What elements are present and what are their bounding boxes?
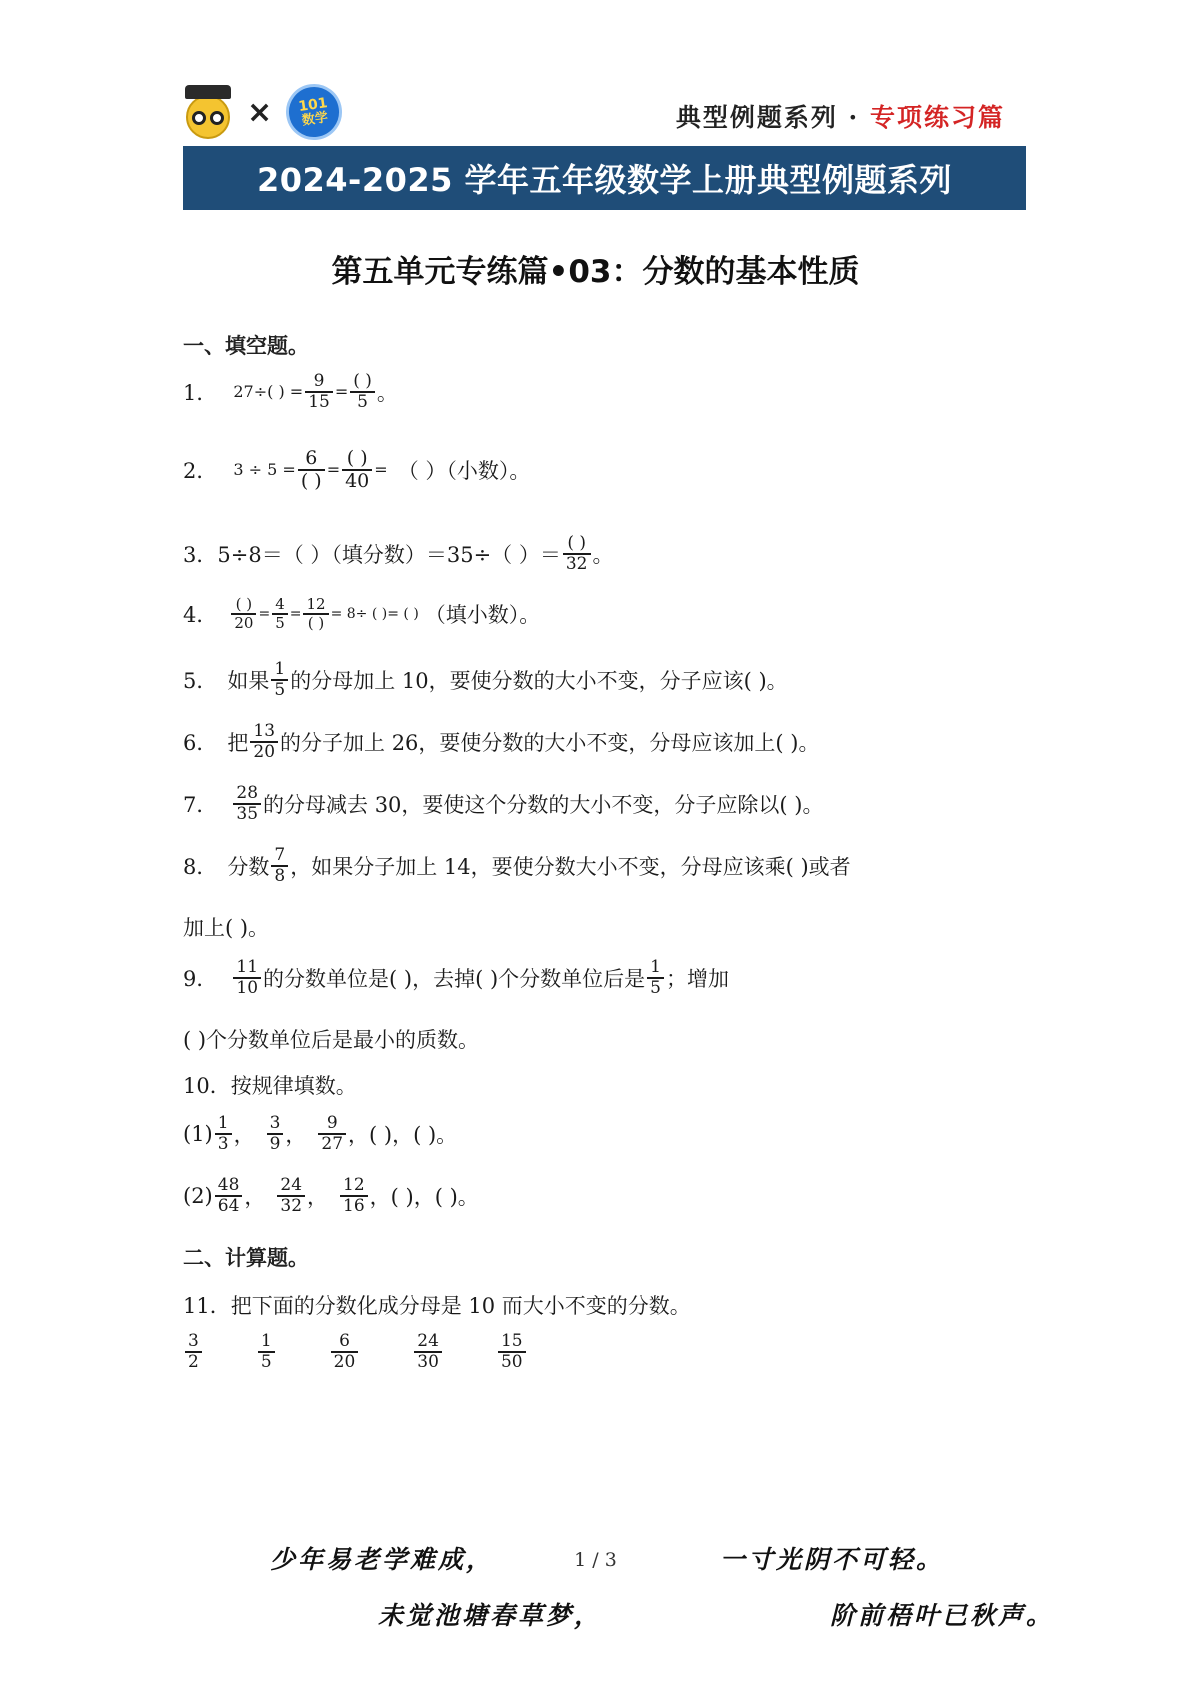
q9-text: 的分数单位是( )，去掉( )个分数单位后是	[263, 966, 646, 991]
question-7	[183, 784, 823, 824]
question-11-fractions	[183, 1332, 528, 1372]
question-8	[183, 846, 851, 886]
fraction: $\frac{( )}{5}$	[350, 372, 375, 412]
header-logos	[183, 84, 342, 140]
q7-text: 的分母减去 30，要使这个分数的大小不变，分子应除以( )。	[263, 792, 824, 817]
question-4	[183, 596, 540, 632]
question-10-part-2	[183, 1176, 479, 1216]
logo-101-text: 数学	[301, 109, 330, 129]
fraction: $\frac{9}{27}$	[318, 1114, 346, 1154]
footer-poem-line-3: 未觉池塘春草梦，	[378, 1601, 603, 1630]
series-label	[676, 98, 1005, 134]
question-9	[183, 958, 729, 998]
question-number: 6．	[183, 730, 218, 755]
question-number: 5．	[183, 668, 218, 693]
equals: =	[289, 605, 302, 622]
fraction: $\frac{24}{30}$	[414, 1332, 442, 1372]
graduate-face-logo-icon	[183, 85, 233, 139]
fraction: $\frac{11}{10}$	[233, 958, 261, 998]
math-101-logo-icon	[283, 80, 346, 143]
separator: ，	[285, 1122, 307, 1147]
section-heading-calc: 二、计算题。	[183, 1246, 309, 1270]
question-3	[183, 534, 614, 574]
fraction: $\frac{3}{9}$	[267, 1114, 284, 1154]
footer-poem-line-2: 一寸光阴不可轻。	[720, 1545, 945, 1574]
q3-end: 。	[592, 542, 614, 567]
fraction: $\frac{1}{3}$	[215, 1114, 232, 1154]
q4-middle: = 8÷ ( )= ( )	[330, 605, 419, 622]
fraction: $\frac{24}{32}$	[277, 1176, 305, 1216]
series-left: 典型例题系列	[675, 103, 838, 132]
fraction: $\frac{1}{5}$	[647, 958, 664, 998]
fraction: $\frac{28}{35}$	[233, 784, 261, 824]
fraction: $\frac{6}{( )}$	[298, 448, 325, 492]
fraction: $\frac{( )}{40}$	[342, 448, 372, 492]
q8-prefix: 分数	[227, 854, 270, 879]
question-number: 3．	[183, 542, 218, 567]
question-1	[183, 372, 398, 412]
question-number: 9．	[183, 966, 218, 991]
logo-101-number: 101	[297, 94, 329, 115]
series-right: 专项练习篇	[869, 103, 1005, 132]
equals: =	[326, 460, 341, 480]
q9-post: ；增加	[665, 966, 729, 991]
q5-prefix: 如果	[227, 668, 270, 693]
question-number: 2．	[183, 458, 218, 483]
part-label: (1)	[183, 1121, 213, 1146]
part-2-blanks: ，( )，( )。	[369, 1184, 479, 1209]
question-10: 10．按规律填数。	[183, 1074, 357, 1098]
series-dot: ·	[848, 103, 860, 132]
fraction: $\frac{12}{16}$	[340, 1176, 368, 1216]
q1-end: 。	[376, 380, 398, 405]
header-banner: 2024-2025 学年五年级数学上册典型例题系列	[183, 146, 1026, 210]
times-symbol: ×	[247, 94, 273, 130]
fraction: $\frac{1}{5}$	[258, 1332, 275, 1372]
equals: =	[374, 460, 388, 480]
question-number: 1．	[183, 380, 218, 405]
footer-poem-line-1: 少年易老学难成，	[270, 1545, 495, 1574]
q3-prefix: 5÷8＝（ ）（填分数）＝35÷（ ）＝	[217, 542, 561, 567]
part-label: (2)	[183, 1183, 213, 1208]
question-11: 11．把下面的分数化成分母是 10 而大小不变的分数。	[183, 1294, 691, 1318]
separator: ，	[233, 1122, 255, 1147]
equals: =	[258, 605, 271, 622]
fraction: $\frac{48}{64}$	[215, 1176, 243, 1216]
fraction: $\frac{4}{5}$	[272, 596, 288, 632]
fraction: $\frac{( )}{20}$	[231, 596, 256, 632]
question-10-part-1	[183, 1114, 457, 1154]
section-heading-fill: 一、填空题。	[183, 334, 309, 358]
q5-text: 的分母加上 10，要使分数的大小不变，分子应该( )。	[290, 668, 788, 693]
fraction: $\frac{6}{20}$	[331, 1332, 359, 1372]
question-6	[183, 722, 819, 762]
separator: ，	[307, 1184, 329, 1209]
question-2	[183, 448, 530, 492]
q2-prefix: 3 ÷ 5 =	[233, 460, 296, 480]
separator: ，	[244, 1184, 266, 1209]
question-number: 7．	[183, 792, 218, 817]
question-5	[183, 660, 788, 700]
fraction: $\frac{( )}{32}$	[563, 534, 591, 574]
fraction: $\frac{15}{50}$	[498, 1332, 526, 1372]
q8-text: ，如果分子加上 14，要使分数大小不变，分母应该乘( )或者	[290, 854, 851, 879]
question-number: 8．	[183, 854, 218, 879]
q6-prefix: 把	[227, 730, 249, 755]
fraction: $\frac{3}{2}$	[185, 1332, 202, 1372]
fraction: $\frac{13}{20}$	[250, 722, 278, 762]
q1-prefix: 27÷( ) =	[233, 382, 304, 402]
question-8-line-2: 加上( )。	[183, 916, 270, 940]
q6-text: 的分子加上 26，要使分数的大小不变，分母应该加上( )。	[280, 730, 820, 755]
fraction: $\frac{9}{15}$	[305, 372, 333, 412]
question-9-line-2: ( )个分数单位后是最小的质数。	[183, 1028, 480, 1052]
footer-poem-line-4: 阶前梧叶已秋声。	[830, 1601, 1055, 1630]
fraction: $\frac{7}{8}$	[271, 846, 288, 886]
equals: =	[334, 382, 349, 402]
fraction: $\frac{1}{5}$	[271, 660, 288, 700]
question-number: 4．	[183, 602, 218, 627]
page-title: 第五单元专练篇•03：分数的基本性质	[331, 254, 860, 290]
q2-tail: （ ）（小数）。	[397, 458, 531, 483]
fraction: $\frac{12}{( )}$	[303, 596, 328, 632]
page-number: 1 / 3	[574, 1549, 617, 1571]
part-1-blanks: ，( )，( )。	[348, 1122, 458, 1147]
q4-tail: （填小数）。	[424, 602, 541, 627]
